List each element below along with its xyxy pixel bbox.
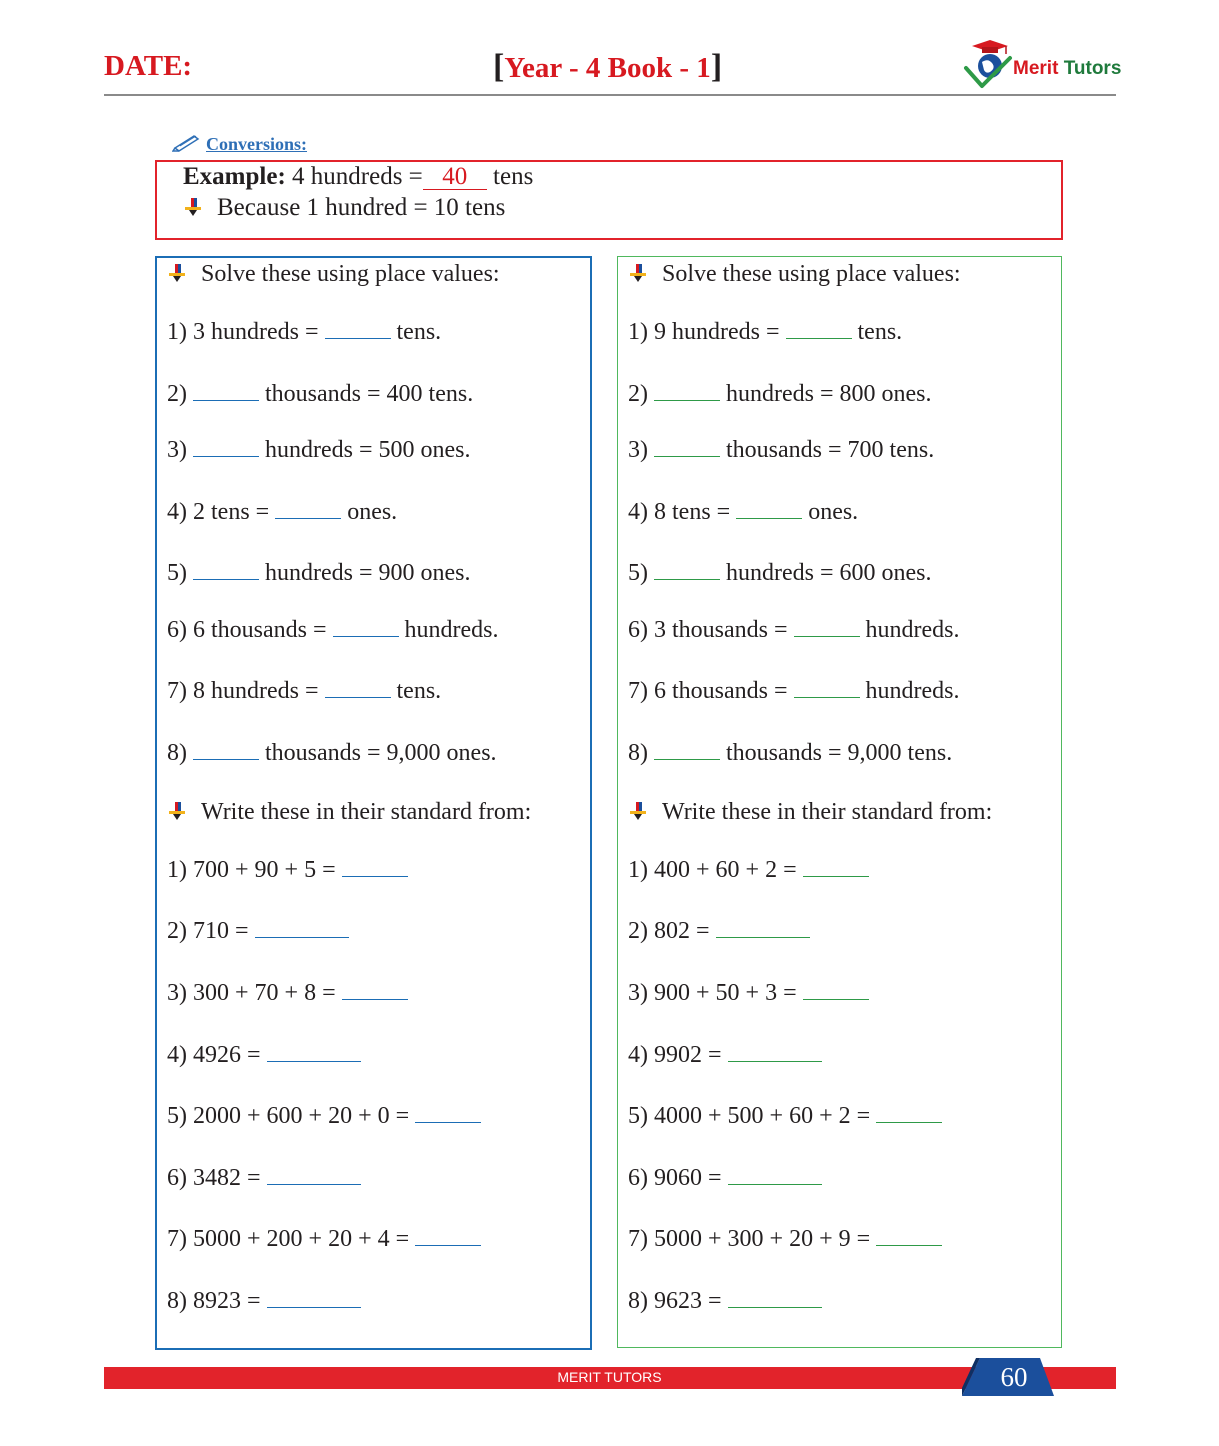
answer-blank[interactable] bbox=[876, 1223, 942, 1246]
left-place-question-4 bbox=[167, 496, 397, 526]
right-place-question-6 bbox=[628, 614, 960, 644]
answer-blank[interactable] bbox=[654, 378, 720, 401]
right-standard-question-2 bbox=[628, 915, 816, 945]
question-prefix: 4) 8 tens = bbox=[628, 499, 731, 525]
left-place-question-2 bbox=[167, 378, 473, 408]
answer-blank[interactable] bbox=[803, 854, 869, 877]
example-prefix: 4 hundreds = bbox=[292, 163, 423, 190]
question-prefix: 5) bbox=[167, 560, 187, 586]
arrow-bullet-icon bbox=[628, 263, 648, 283]
question-suffix: tens. bbox=[396, 678, 442, 704]
arrow-bullet-icon bbox=[167, 801, 187, 821]
answer-blank[interactable] bbox=[333, 614, 399, 637]
left-standard-question-5 bbox=[167, 1100, 487, 1130]
because-text: Because 1 hundred = 10 tens bbox=[217, 194, 506, 221]
answer-blank[interactable] bbox=[876, 1100, 942, 1123]
answer-blank[interactable] bbox=[728, 1285, 822, 1308]
because-line bbox=[183, 194, 505, 222]
left-standard-question-4 bbox=[167, 1039, 367, 1069]
question-text: 4) 4926 = bbox=[167, 1042, 261, 1068]
question-prefix: 2) bbox=[628, 381, 648, 407]
conversions-heading: Conversions: bbox=[206, 134, 308, 154]
answer-blank[interactable] bbox=[193, 434, 259, 457]
header-divider bbox=[104, 94, 1116, 96]
question-suffix: hundreds = 500 ones. bbox=[265, 437, 471, 463]
answer-blank[interactable] bbox=[736, 496, 802, 519]
question-text: 8) 9623 = bbox=[628, 1288, 722, 1314]
question-suffix: tens. bbox=[857, 319, 903, 345]
example-suffix: tens bbox=[493, 163, 534, 190]
page-number: 60 bbox=[1000, 1362, 1028, 1392]
question-text: 1) 400 + 60 + 2 = bbox=[628, 857, 797, 883]
question-suffix: hundreds = 600 ones. bbox=[726, 560, 932, 586]
answer-blank[interactable] bbox=[786, 316, 852, 339]
answer-blank[interactable] bbox=[325, 316, 391, 339]
left-standard-question-8 bbox=[167, 1285, 367, 1315]
answer-blank[interactable] bbox=[415, 1100, 481, 1123]
answer-blank[interactable] bbox=[193, 378, 259, 401]
title-bracket-open: [ bbox=[493, 48, 505, 85]
question-text: 5) 4000 + 500 + 60 + 2 = bbox=[628, 1103, 871, 1129]
right-place-question-8 bbox=[628, 737, 952, 767]
right-place-question-1 bbox=[628, 316, 902, 346]
answer-blank[interactable] bbox=[193, 737, 259, 760]
arrow-bullet-icon bbox=[183, 197, 203, 217]
heading-text: Write these in their standard from: bbox=[201, 799, 532, 825]
left-standard-question-2 bbox=[167, 915, 355, 945]
question-prefix: 1) 3 hundreds = bbox=[167, 319, 319, 345]
heading-text: Solve these using place values: bbox=[201, 261, 500, 287]
answer-blank[interactable] bbox=[267, 1285, 361, 1308]
left-place-question-8 bbox=[167, 737, 497, 767]
right-standard-question-5 bbox=[628, 1100, 948, 1130]
right-standard-question-4 bbox=[628, 1039, 828, 1069]
question-suffix: hundreds. bbox=[865, 678, 960, 704]
arrow-bullet-icon bbox=[167, 263, 187, 283]
answer-blank[interactable] bbox=[415, 1223, 481, 1246]
answer-blank[interactable] bbox=[794, 675, 860, 698]
left-place-question-3 bbox=[167, 434, 471, 464]
answer-blank[interactable] bbox=[803, 977, 869, 1000]
question-suffix: hundreds = 800 ones. bbox=[726, 381, 932, 407]
left-place-heading bbox=[167, 260, 500, 288]
answer-blank[interactable] bbox=[275, 496, 341, 519]
answer-blank[interactable] bbox=[342, 854, 408, 877]
heading-text: Write these in their standard from: bbox=[662, 799, 993, 825]
question-text: 2) 710 = bbox=[167, 918, 249, 944]
question-prefix: 7) 6 thousands = bbox=[628, 678, 788, 704]
arrow-bullet-icon bbox=[628, 801, 648, 821]
right-standard-question-8 bbox=[628, 1285, 828, 1315]
question-suffix: thousands = 700 tens. bbox=[726, 437, 935, 463]
right-standard-question-3 bbox=[628, 977, 875, 1007]
left-standard-question-3 bbox=[167, 977, 414, 1007]
footer-brand: MERIT TUTORS bbox=[557, 1369, 662, 1385]
right-standard-heading bbox=[628, 798, 992, 826]
logo-word-tutors: Tutors bbox=[1063, 58, 1122, 79]
question-text: 7) 5000 + 200 + 20 + 4 = bbox=[167, 1226, 410, 1252]
logo-wordmark bbox=[1013, 58, 1121, 80]
left-standard-question-1 bbox=[167, 854, 414, 884]
left-place-question-6 bbox=[167, 614, 499, 644]
right-place-question-7 bbox=[628, 675, 960, 705]
question-prefix: 4) 2 tens = bbox=[167, 499, 270, 525]
right-standard-question-1 bbox=[628, 854, 875, 884]
answer-blank[interactable] bbox=[325, 675, 391, 698]
question-prefix: 2) bbox=[167, 381, 187, 407]
example-line bbox=[183, 163, 533, 191]
question-prefix: 3) bbox=[167, 437, 187, 463]
left-standard-question-7 bbox=[167, 1223, 487, 1253]
answer-blank[interactable] bbox=[654, 557, 720, 580]
question-prefix: 6) 6 thousands = bbox=[167, 617, 327, 643]
example-label: Example: bbox=[183, 163, 286, 190]
answer-blank[interactable] bbox=[716, 915, 810, 938]
question-suffix: thousands = 9,000 tens. bbox=[726, 740, 953, 766]
right-place-question-4 bbox=[628, 496, 858, 526]
left-place-question-1 bbox=[167, 316, 441, 346]
answer-blank[interactable] bbox=[267, 1039, 361, 1062]
book-title bbox=[493, 48, 722, 86]
left-standard-heading bbox=[167, 798, 531, 826]
answer-blank[interactable] bbox=[654, 434, 720, 457]
right-place-question-2 bbox=[628, 378, 932, 408]
answer-blank[interactable] bbox=[728, 1162, 822, 1185]
right-standard-question-6 bbox=[628, 1162, 828, 1192]
question-suffix: hundreds. bbox=[865, 617, 960, 643]
title-text: Year - 4 Book - 1 bbox=[504, 52, 711, 84]
globe-icon bbox=[978, 54, 1002, 78]
left-place-question-5 bbox=[167, 557, 471, 587]
right-standard-question-7 bbox=[628, 1223, 948, 1253]
answer-blank[interactable] bbox=[794, 614, 860, 637]
left-standard-question-6 bbox=[167, 1162, 367, 1192]
question-prefix: 8) bbox=[628, 740, 648, 766]
date-label: DATE: bbox=[104, 50, 193, 82]
answer-blank[interactable] bbox=[342, 977, 408, 1000]
question-suffix: ones. bbox=[808, 499, 859, 525]
right-place-question-5 bbox=[628, 557, 932, 587]
answer-blank[interactable] bbox=[267, 1162, 361, 1185]
question-suffix: thousands = 400 tens. bbox=[265, 381, 474, 407]
answer-blank[interactable] bbox=[193, 557, 259, 580]
answer-blank[interactable] bbox=[654, 737, 720, 760]
question-prefix: 1) 9 hundreds = bbox=[628, 319, 780, 345]
right-place-question-3 bbox=[628, 434, 934, 464]
example-answer: 40 bbox=[423, 165, 487, 190]
question-prefix: 7) 8 hundreds = bbox=[167, 678, 319, 704]
question-text: 3) 900 + 50 + 3 = bbox=[628, 980, 797, 1006]
question-text: 6) 3482 = bbox=[167, 1165, 261, 1191]
heading-text: Solve these using place values: bbox=[662, 261, 961, 287]
graduation-cap-icon bbox=[972, 40, 1008, 54]
pencil-icon bbox=[172, 132, 202, 152]
answer-blank[interactable] bbox=[255, 915, 349, 938]
question-text: 2) 802 = bbox=[628, 918, 710, 944]
question-text: 7) 5000 + 300 + 20 + 9 = bbox=[628, 1226, 871, 1252]
logo-word-merit: Merit bbox=[1013, 58, 1059, 79]
question-prefix: 8) bbox=[167, 740, 187, 766]
question-text: 8) 8923 = bbox=[167, 1288, 261, 1314]
question-text: 1) 700 + 90 + 5 = bbox=[167, 857, 336, 883]
question-text: 3) 300 + 70 + 8 = bbox=[167, 980, 336, 1006]
left-place-question-7 bbox=[167, 675, 441, 705]
question-suffix: tens. bbox=[396, 319, 442, 345]
question-suffix: ones. bbox=[347, 499, 398, 525]
question-text: 5) 2000 + 600 + 20 + 0 = bbox=[167, 1103, 410, 1129]
question-prefix: 5) bbox=[628, 560, 648, 586]
question-text: 6) 9060 = bbox=[628, 1165, 722, 1191]
question-suffix: thousands = 9,000 ones. bbox=[265, 740, 497, 766]
title-bracket-close: ] bbox=[710, 48, 723, 85]
question-prefix: 3) bbox=[628, 437, 648, 463]
question-suffix: hundreds = 900 ones. bbox=[265, 560, 471, 586]
question-suffix: hundreds. bbox=[404, 617, 499, 643]
question-prefix: 6) 3 thousands = bbox=[628, 617, 788, 643]
answer-blank[interactable] bbox=[728, 1039, 822, 1062]
question-text: 4) 9902 = bbox=[628, 1042, 722, 1068]
right-place-heading bbox=[628, 260, 961, 288]
